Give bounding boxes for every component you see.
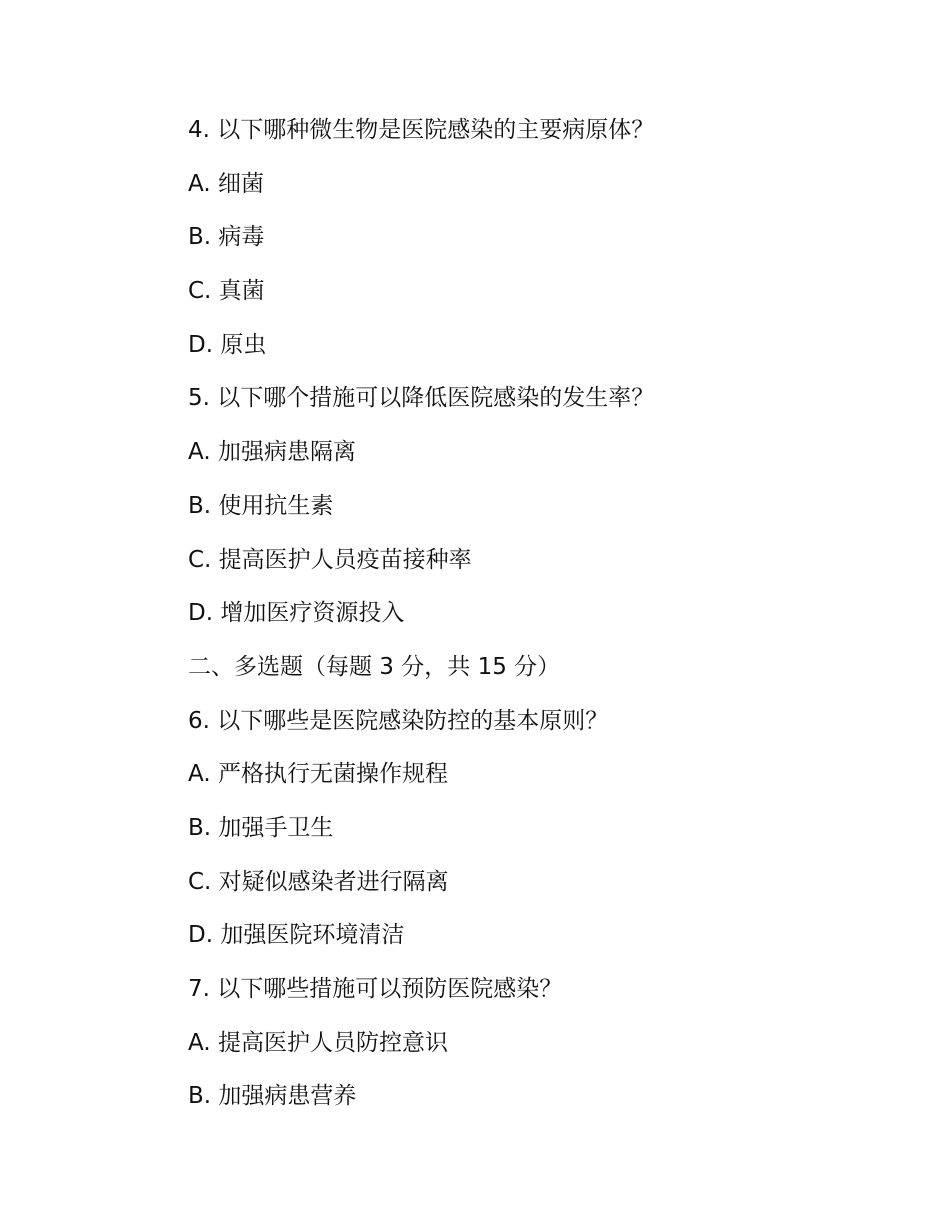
question-7-option-a: A. 提高医护人员防控意识: [188, 1029, 448, 1056]
question-5-option-d: D. 增加医疗资源投入: [188, 600, 405, 627]
question-4-option-b: B. 病毒: [188, 224, 265, 251]
question-4-option-a: A. 细菌: [188, 170, 264, 197]
question-6: 6. 以下哪些是医院感染防控的基本原则？: [188, 707, 609, 734]
question-6-option-d: D. 加强医院环境清洁: [188, 922, 405, 949]
section-heading-multiple-choice: 二、多选题（每题 3 分，共 15 分）: [188, 653, 561, 680]
question-6-option-b: B. 加强手卫生: [188, 814, 334, 841]
question-6-option-a: A. 严格执行无菌操作规程: [188, 761, 448, 788]
question-4: 4. 以下哪种微生物是医院感染的主要病原体？: [188, 117, 655, 143]
question-5: 5. 以下哪个措施可以降低医院感染的发生率？: [188, 385, 655, 412]
question-5-option-b: B. 使用抗生素: [188, 492, 334, 519]
document-body: [188, 110, 888, 1130]
question-7-option-b: B. 加强病患营养: [188, 1083, 357, 1110]
question-5-option-c: C. 提高医护人员疫苗接种率: [188, 546, 472, 573]
question-5-option-a: A. 加强病患隔离: [188, 439, 356, 466]
question-4-option-c: C. 真菌: [188, 278, 265, 305]
question-6-option-c: C. 对疑似感染者进行隔离: [188, 868, 449, 895]
question-4-option-d: D. 原虫: [188, 331, 267, 358]
question-7: 7. 以下哪些措施可以预防医院感染？: [188, 976, 563, 1002]
